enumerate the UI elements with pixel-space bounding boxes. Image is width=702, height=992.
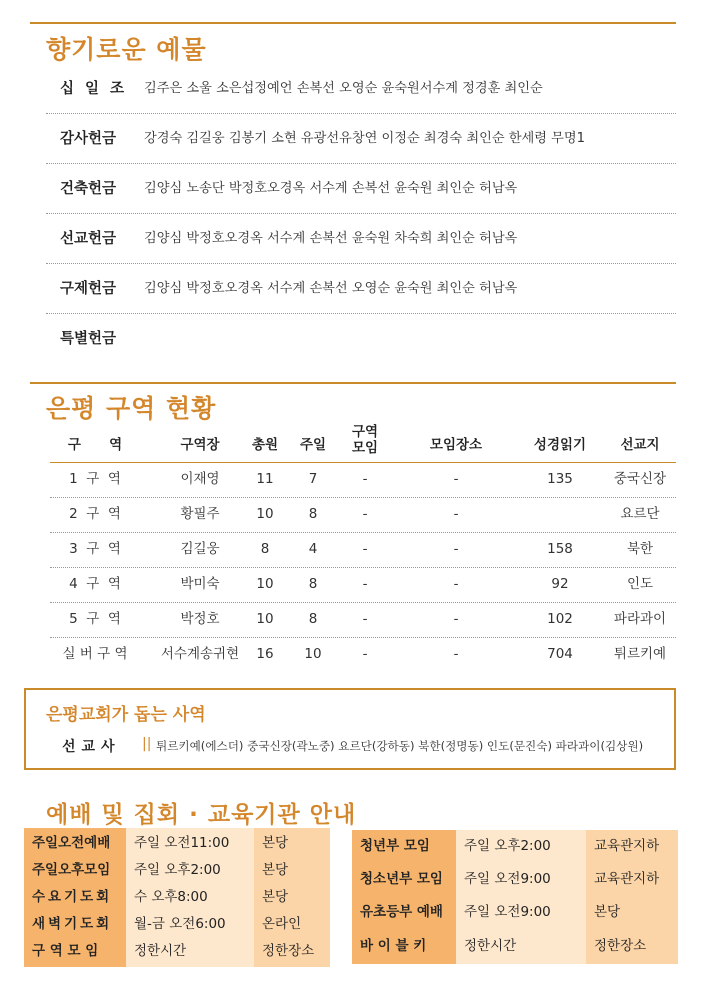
cell-district: 4 구 역 [69, 576, 121, 592]
cell-district: 3 구 역 [69, 541, 121, 557]
cell-leader: 이재영 [180, 471, 220, 487]
schedule-row [24, 936, 330, 964]
offering-row-mission [46, 214, 676, 264]
schedule-right [352, 830, 678, 964]
schedule-name: 구 역 모 임 [24, 936, 126, 967]
th-mission: 선교지 [620, 437, 660, 453]
schedule-row [352, 830, 678, 863]
cell-bible: 704 [547, 646, 573, 662]
missionary-list: 튀르키예(에스더) 중국신장(곽노중) 요르단(강하동) 북한(정명동) 인도(문진숙) 파라과이(김상원) [156, 739, 644, 753]
district-table [50, 424, 676, 674]
cell-total: 16 [256, 646, 274, 662]
cell-leader: 서수계송귀현 [160, 646, 240, 662]
cell-leader: 황필주 [180, 506, 220, 522]
cell-sunday: 8 [308, 611, 318, 627]
schedule-name: 주일오전예배 [24, 828, 126, 859]
cell-place: - [453, 611, 459, 627]
cell-mission: 인도 [626, 576, 654, 592]
offering-label: 구제헌금 [60, 281, 117, 297]
cell-meeting: - [362, 506, 368, 522]
cell-sunday: 7 [308, 471, 318, 487]
th-total: 총원 [251, 437, 279, 453]
table-row [50, 602, 676, 638]
districts-top-rule [30, 382, 676, 384]
cell-leader: 박미숙 [180, 576, 220, 592]
cell-total: 10 [256, 576, 274, 592]
schedule-row [352, 896, 678, 929]
cell-total: 8 [260, 541, 270, 557]
offering-label: 십일조 [60, 81, 136, 97]
offerings-top-rule [30, 22, 676, 24]
schedule-row [352, 929, 678, 964]
schedule-time: 수 오후8:00 [126, 882, 254, 913]
cell-total: 11 [256, 471, 274, 487]
cell-district: 5 구 역 [69, 611, 121, 627]
schedule-time: 정한시간 [456, 929, 586, 964]
offerings-title: 향기로운 예물 [46, 35, 207, 64]
offering-names: 김주은 소울 소은섭정예언 손복선 오영순 윤숙원서수계 정경훈 최인순 [144, 81, 543, 96]
cell-meeting: - [362, 471, 368, 487]
cell-sunday: 8 [308, 576, 318, 592]
th-sunday: 주일 [299, 437, 327, 453]
cell-total: 10 [256, 611, 274, 627]
schedule-place: 본당 [254, 828, 330, 859]
cell-bible: 135 [547, 471, 573, 487]
cell-district: 실 버 구 역 [62, 646, 128, 662]
cell-mission: 북한 [626, 541, 654, 557]
table-row [50, 462, 676, 498]
cell-district: 1 구 역 [69, 471, 121, 487]
schedule-time: 주일 오후2:00 [126, 855, 254, 886]
schedule-time: 월-금 오전6:00 [126, 909, 254, 940]
schedule-place: 온라인 [254, 909, 330, 940]
th-leader: 구역장 [180, 437, 220, 453]
cell-meeting: - [362, 646, 368, 662]
cell-place: - [453, 576, 459, 592]
cell-sunday: 4 [308, 541, 318, 557]
schedule-time: 주일 오전9:00 [456, 863, 586, 896]
cell-bible: 92 [551, 576, 569, 592]
schedule-place: 본당 [586, 896, 678, 929]
separator-bar: || [142, 736, 152, 752]
mission-box [24, 688, 676, 770]
offering-row-special [46, 314, 676, 364]
schedule-place: 정한장소 [586, 929, 678, 964]
offering-label: 특별헌금 [60, 331, 117, 347]
cell-meeting: - [362, 576, 368, 592]
districts-title: 은평 구역 현황 [46, 394, 217, 423]
th-bible: 성경읽기 [533, 437, 587, 453]
schedule-time: 주일 오전9:00 [456, 896, 586, 929]
cell-place: - [453, 646, 459, 662]
schedule-name: 주일오후모임 [24, 855, 126, 886]
schedule-time: 주일 오후2:00 [456, 830, 586, 863]
cell-mission: 파라과이 [613, 611, 667, 627]
schedule-place: 교육관지하 [586, 830, 678, 863]
cell-total: 10 [256, 506, 274, 522]
offering-row-building [46, 164, 676, 214]
offering-label: 선교헌금 [60, 231, 117, 247]
schedule-name: 청년부 모임 [352, 830, 456, 863]
offering-row-thanks [46, 114, 676, 164]
schedule-place: 교육관지하 [586, 863, 678, 896]
mission-title: 은평교회가 돕는 사역 [46, 705, 206, 725]
schedule-left [24, 828, 330, 964]
offering-names: 김양심 박정호오경옥 서수계 손복선 오영순 윤숙원 최인순 허남옥 [144, 281, 518, 296]
table-row [50, 567, 676, 603]
schedule-place: 정한장소 [254, 936, 330, 967]
cell-leader: 박정호 [180, 611, 220, 627]
table-row [50, 532, 676, 568]
cell-meeting: - [362, 611, 368, 627]
cell-bible: 102 [547, 611, 573, 627]
cell-place: - [453, 541, 459, 557]
offering-names: 김양심 박정호오경옥 서수계 손복선 윤숙원 차숙희 최인순 허남옥 [144, 231, 518, 246]
th-meeting: 구역 모임 [351, 424, 379, 456]
th-place: 모임장소 [429, 437, 483, 453]
missionary-label: 선교사 [62, 739, 121, 755]
offering-label: 건축헌금 [60, 181, 117, 197]
schedule-name: 바 이 블 키 [352, 929, 456, 964]
cell-bible: 158 [547, 541, 573, 557]
schedule-place: 본당 [254, 855, 330, 886]
schedule-time: 주일 오전11:00 [126, 828, 254, 859]
schedule-name: 청소년부 모임 [352, 863, 456, 896]
district-table-header [50, 424, 676, 463]
schedule-place: 본당 [254, 882, 330, 913]
offering-names: 김양심 노송단 박정호오경옥 서수계 손복선 윤숙원 최인순 허남옥 [144, 181, 518, 196]
offering-row-relief [46, 264, 676, 314]
th-district: 구 역 [67, 437, 123, 453]
cell-leader: 김길웅 [180, 541, 220, 557]
cell-sunday: 8 [308, 506, 318, 522]
cell-mission: 요르단 [620, 506, 660, 522]
schedule-row [352, 863, 678, 896]
cell-place: - [453, 506, 459, 522]
cell-mission: 튀르키예 [613, 646, 667, 662]
cell-mission: 중국신장 [613, 471, 667, 487]
schedule-name: 새벽기도회 [24, 909, 126, 940]
schedule-name: 수요기도회 [24, 882, 126, 913]
cell-meeting: - [362, 541, 368, 557]
schedule-title: 예배 및 집회 · 교육기관 안내 [46, 802, 357, 828]
schedule-time: 정한시간 [126, 936, 254, 967]
schedule-name: 유초등부 예배 [352, 896, 456, 929]
cell-district: 2 구 역 [69, 506, 121, 522]
offering-label: 감사헌금 [60, 131, 117, 147]
cell-sunday: 10 [304, 646, 322, 662]
cell-place: - [453, 471, 459, 487]
offering-row-tithe [46, 64, 676, 114]
offering-names: 강경숙 김길웅 김봉기 소현 유광선유창연 이정순 최경숙 최인순 한세령 무명1 [144, 131, 586, 146]
table-row [50, 497, 676, 533]
table-row [50, 637, 676, 672]
